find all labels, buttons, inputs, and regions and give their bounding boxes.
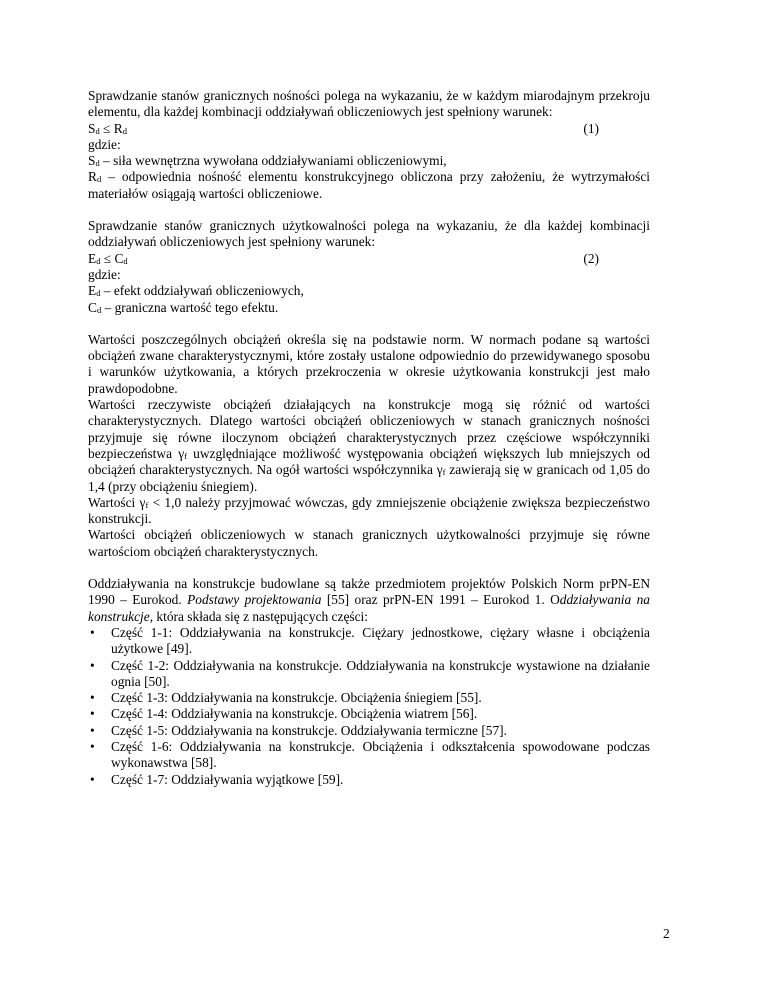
- list-item: • Część 1-3: Oddziaływania na konstrukcje. Obciążenia śniegiem [55].: [90, 690, 482, 706]
- bullet-icon: •: [90, 657, 95, 673]
- equation-1-number: (1): [583, 120, 599, 136]
- bullet-icon: •: [90, 624, 95, 640]
- paragraph-serviceability-loads: Wartości obciążeń obliczeniowych w stanach granicznych użytkowalności przyjmuje się równe wartościom obciążeń charakterystycznych.: [88, 527, 650, 559]
- equation-2-expression: $E_d \le C_d$: [88, 250, 128, 266]
- list-item: • Część 1-2: Oddziaływania na konstrukcje. Oddziaływania na konstrukcje wystawione na działanie ognia [50].: [90, 657, 650, 689]
- definition-ed: $E_d$ – efekt oddziaływań obliczeniowych,: [88, 283, 304, 299]
- definition-rd: $R_d$ – odpowiednia nośność elementu konstrukcyjnego obliczona przy założeniu, że wytrzymałości materiałów osiągają wartości obliczeniowe.: [88, 169, 650, 201]
- paragraph-characteristic-loads: Wartości poszczególnych obciążeń określa się na podstawie norm. W normach podane są wartości obciążeń zwane charakterystycznymi, które zostały ustalone odpowiednio do przewidywanego sposobu i warunków użytkowania, a których przekroczenia w okresie użytkowania konstrukcji jest mało prawdopodobne.: [88, 331, 650, 396]
- where-label-1: gdzie:: [88, 136, 121, 152]
- paragraph-design-loads: Wartości rzeczywiste obciążeń działających na konstrukcje mogą się różnić od wartości charakterystycznych. Dlatego wartości obciążeń obliczeniowych w stanach granicznych nośności przyjmuje się równe iloczynom obciążeń charakterystycznych przez częściowe współczynniki bezpieczeństwa $\gamma_f$ uwzględniające możliwość występowania obciążeń większych lub mniejszych od obciążeń charakterystycznych. Na ogół wartości współczynnika $\gamma_f$ zawierają się w granicach od 1,05 do 1,4 (przy obciążeniu śniegiem).: [88, 397, 650, 494]
- bullet-icon: •: [90, 706, 95, 722]
- eurocode-parts-list: [88, 625, 650, 788]
- list-item: • Część 1-7: Oddziaływania wyjątkowe [59].: [90, 771, 344, 787]
- equation-2-number: (2): [583, 250, 599, 266]
- where-label-2: gdzie:: [88, 266, 121, 282]
- list-item: • Część 1-1: Oddziaływania na konstrukcje. Ciężary jednostkowe, ciężary własne i obciążenia użytkowe [49].: [90, 624, 650, 657]
- bullet-icon: •: [90, 722, 95, 738]
- page-number: 2: [663, 926, 670, 941]
- paragraph-gamma-less-than-one: Wartości $\gamma_f < 1,0$ należy przyjmować wówczas, gdy zmniejszenie obciążenie zwiększa bezpieczeństwo konstrukcji.: [88, 494, 651, 527]
- equation-1: [88, 121, 650, 137]
- paragraph-serviceability-intro: Sprawdzanie stanów granicznych użytkowalności polega na wykazaniu, że dla każdej kombinacji oddziaływań obliczeniowych jest spełniony warunek:: [88, 218, 650, 250]
- paragraph-ultimate-limit-intro: Sprawdzanie stanów granicznych nośności polega na wykazaniu, że w każdym miarodajnym przekroju elementu, dla każdej kombinacji oddziaływań obliczeniowych jest spełniony warunek:: [88, 88, 650, 120]
- document-page: [88, 88, 650, 788]
- list-item: • Część 1-5: Oddziaływania na konstrukcje. Oddziaływania termiczne [57].: [90, 722, 507, 738]
- paragraph-eurocode-intro: Oddziaływania na konstrukcje budowlane są także przedmiotem projektów Polskich Norm prPN-EN 1990 – Eurokod. Podstawy projektowania [55] oraz prPN-EN 1991 – Eurokod 1. Oddziaływania na konstrukcje, która składa się z następujących części:: [88, 576, 650, 624]
- bullet-icon: •: [90, 738, 95, 754]
- list-item: • Część 1-4: Oddziaływania na konstrukcje. Obciążenia wiatrem [56].: [90, 706, 478, 722]
- definition-cd: $C_d$ – graniczna wartość tego efektu.: [88, 299, 279, 315]
- bullet-icon: •: [90, 771, 95, 787]
- equation-1-expression: $S_d \le R_d$: [88, 120, 127, 136]
- equation-2: [88, 251, 650, 267]
- definition-sd: $S_d$ – siła wewnętrzna wywołana oddziaływaniami obliczeniowymi,: [88, 153, 447, 169]
- bullet-icon: •: [90, 690, 95, 706]
- list-item: • Część 1-6: Oddziaływania na konstrukcje. Obciążenia i odkształcenia spowodowane podczas wykonawstwa [58].: [90, 738, 650, 771]
